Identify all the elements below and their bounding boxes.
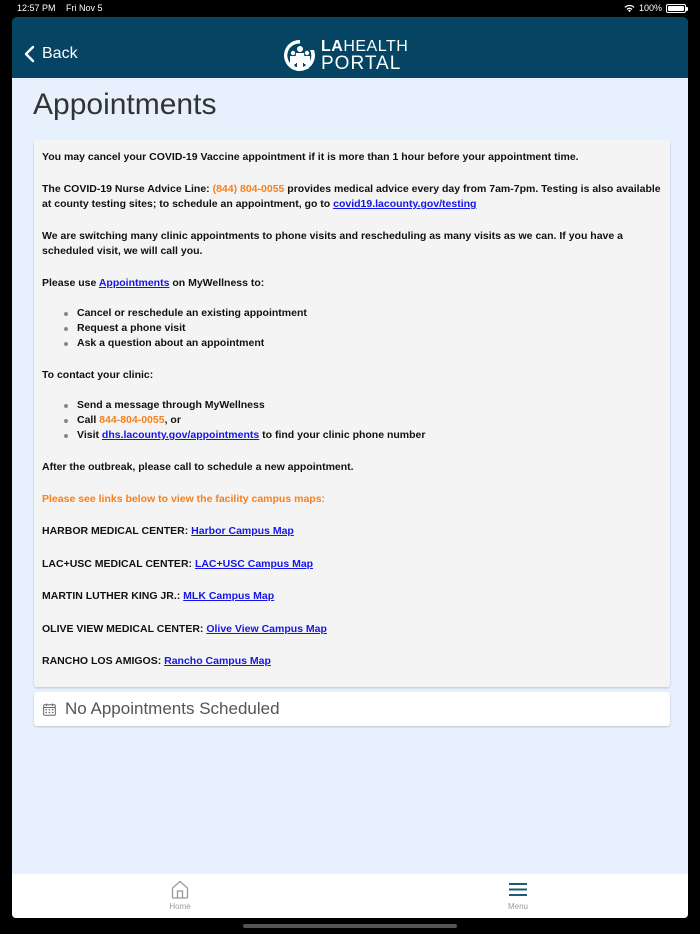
list-item: Cancel or reschedule an existing appointment	[62, 306, 662, 321]
list-item: Request a phone visit	[62, 321, 662, 336]
olive-view-map-link[interactable]: Olive View Campus Map	[206, 622, 327, 635]
contact-list	[62, 398, 662, 443]
campus-row-rancho: RANCHO LOS AMIGOS: Rancho Campus Map	[42, 655, 271, 667]
mlk-map-link[interactable]: MLK Campus Map	[183, 590, 275, 602]
tab-home-label: Home	[169, 902, 191, 911]
contact-heading: To contact your clinic:	[42, 369, 154, 381]
logo-text-health: HEALTH	[343, 38, 409, 55]
info-card	[34, 140, 670, 687]
home-indicator[interactable]	[243, 924, 457, 928]
la-health-portal-logo	[283, 38, 408, 74]
switching-notice: We are switching many clinic appointments to phone visits and rescheduling as many visits as we can. If you have a scheduled visit, we will call you.	[42, 230, 623, 257]
home-icon	[171, 880, 189, 899]
campus-row-mlk: MARTIN LUTHER KING JR.: MLK Campus Map	[42, 590, 275, 602]
harbor-map-link[interactable]: Harbor Campus Map	[191, 525, 294, 537]
lacusc-map-link[interactable]: LAC+USC Campus Map	[194, 557, 314, 570]
no-appointments-message: No Appointments Scheduled	[65, 699, 280, 718]
campus-row-lacusc: LAC+USC MEDICAL CENTER: LAC+USC Campus Map	[42, 557, 314, 570]
hamburger-menu-icon	[509, 880, 527, 899]
battery-icon	[666, 4, 686, 13]
header	[12, 17, 688, 78]
no-appointments-card	[34, 692, 670, 726]
testing-link[interactable]: covid19.lacounty.gov/testing	[333, 198, 477, 210]
campus-row-harbor: HARBOR MEDICAL CENTER: Harbor Campus Map	[42, 525, 294, 537]
back-button[interactable]	[22, 44, 78, 64]
mywellness-actions-list	[62, 306, 662, 351]
list-item: Visit dhs.lacounty.gov/appointments to find your clinic phone number	[62, 428, 662, 443]
appointments-link[interactable]: Appointments	[98, 277, 170, 289]
list-item: Send a message through MyWellness	[62, 398, 662, 413]
calendar-icon	[43, 703, 56, 716]
status-bar	[0, 0, 700, 17]
bottom-tab-bar	[12, 874, 688, 918]
tab-home[interactable]	[160, 880, 200, 911]
status-time: 12:57 PM	[17, 3, 56, 13]
list-item: Call 844-804-0055, or	[62, 413, 662, 428]
family-logo-icon	[283, 38, 317, 74]
battery-percent: 100%	[638, 3, 662, 13]
after-outbreak-notice: After the outbreak, please call to schedule a new appointment.	[42, 461, 354, 473]
page-title: Appointments	[33, 88, 217, 121]
campus-maps-heading: Please see links below to view the facility campus maps:	[42, 493, 326, 505]
nurse-line-paragraph: The COVID-19 Nurse Advice Line: (844) 804-0055 provides medical advice every day from 7am-7pm. Testing is also available at county testing sites; to schedule an appointment, go to covid19.lacounty.gov/testing	[42, 183, 661, 210]
wifi-icon	[624, 4, 635, 13]
nurse-line-phone[interactable]: (844) 804-0055	[212, 183, 285, 195]
back-label: Back	[42, 45, 78, 62]
dhs-appointments-link[interactable]: dhs.lacounty.gov/appointments	[101, 429, 260, 441]
list-item: Ask a question about an appointment	[62, 336, 662, 351]
tab-menu-label: Menu	[507, 902, 528, 911]
logo-text-portal: PORTAL	[321, 53, 402, 74]
logo-text-la: LA	[321, 38, 344, 55]
clinic-phone[interactable]: 844-804-0055	[99, 414, 165, 426]
tab-menu[interactable]	[498, 880, 538, 911]
use-mywellness-paragraph: Please use Appointments on MyWellness to:	[42, 277, 265, 289]
status-date: Fri Nov 5	[66, 3, 103, 13]
campus-row-olive-view: OLIVE VIEW MEDICAL CENTER: Olive View Campus Map	[42, 622, 327, 635]
app-window	[12, 17, 688, 918]
chevron-left-icon	[22, 44, 38, 64]
rancho-map-link[interactable]: Rancho Campus Map	[164, 655, 271, 667]
cancel-notice: You may cancel your COVID-19 Vaccine appointment if it is more than 1 hour before your appointment time.	[42, 151, 579, 163]
